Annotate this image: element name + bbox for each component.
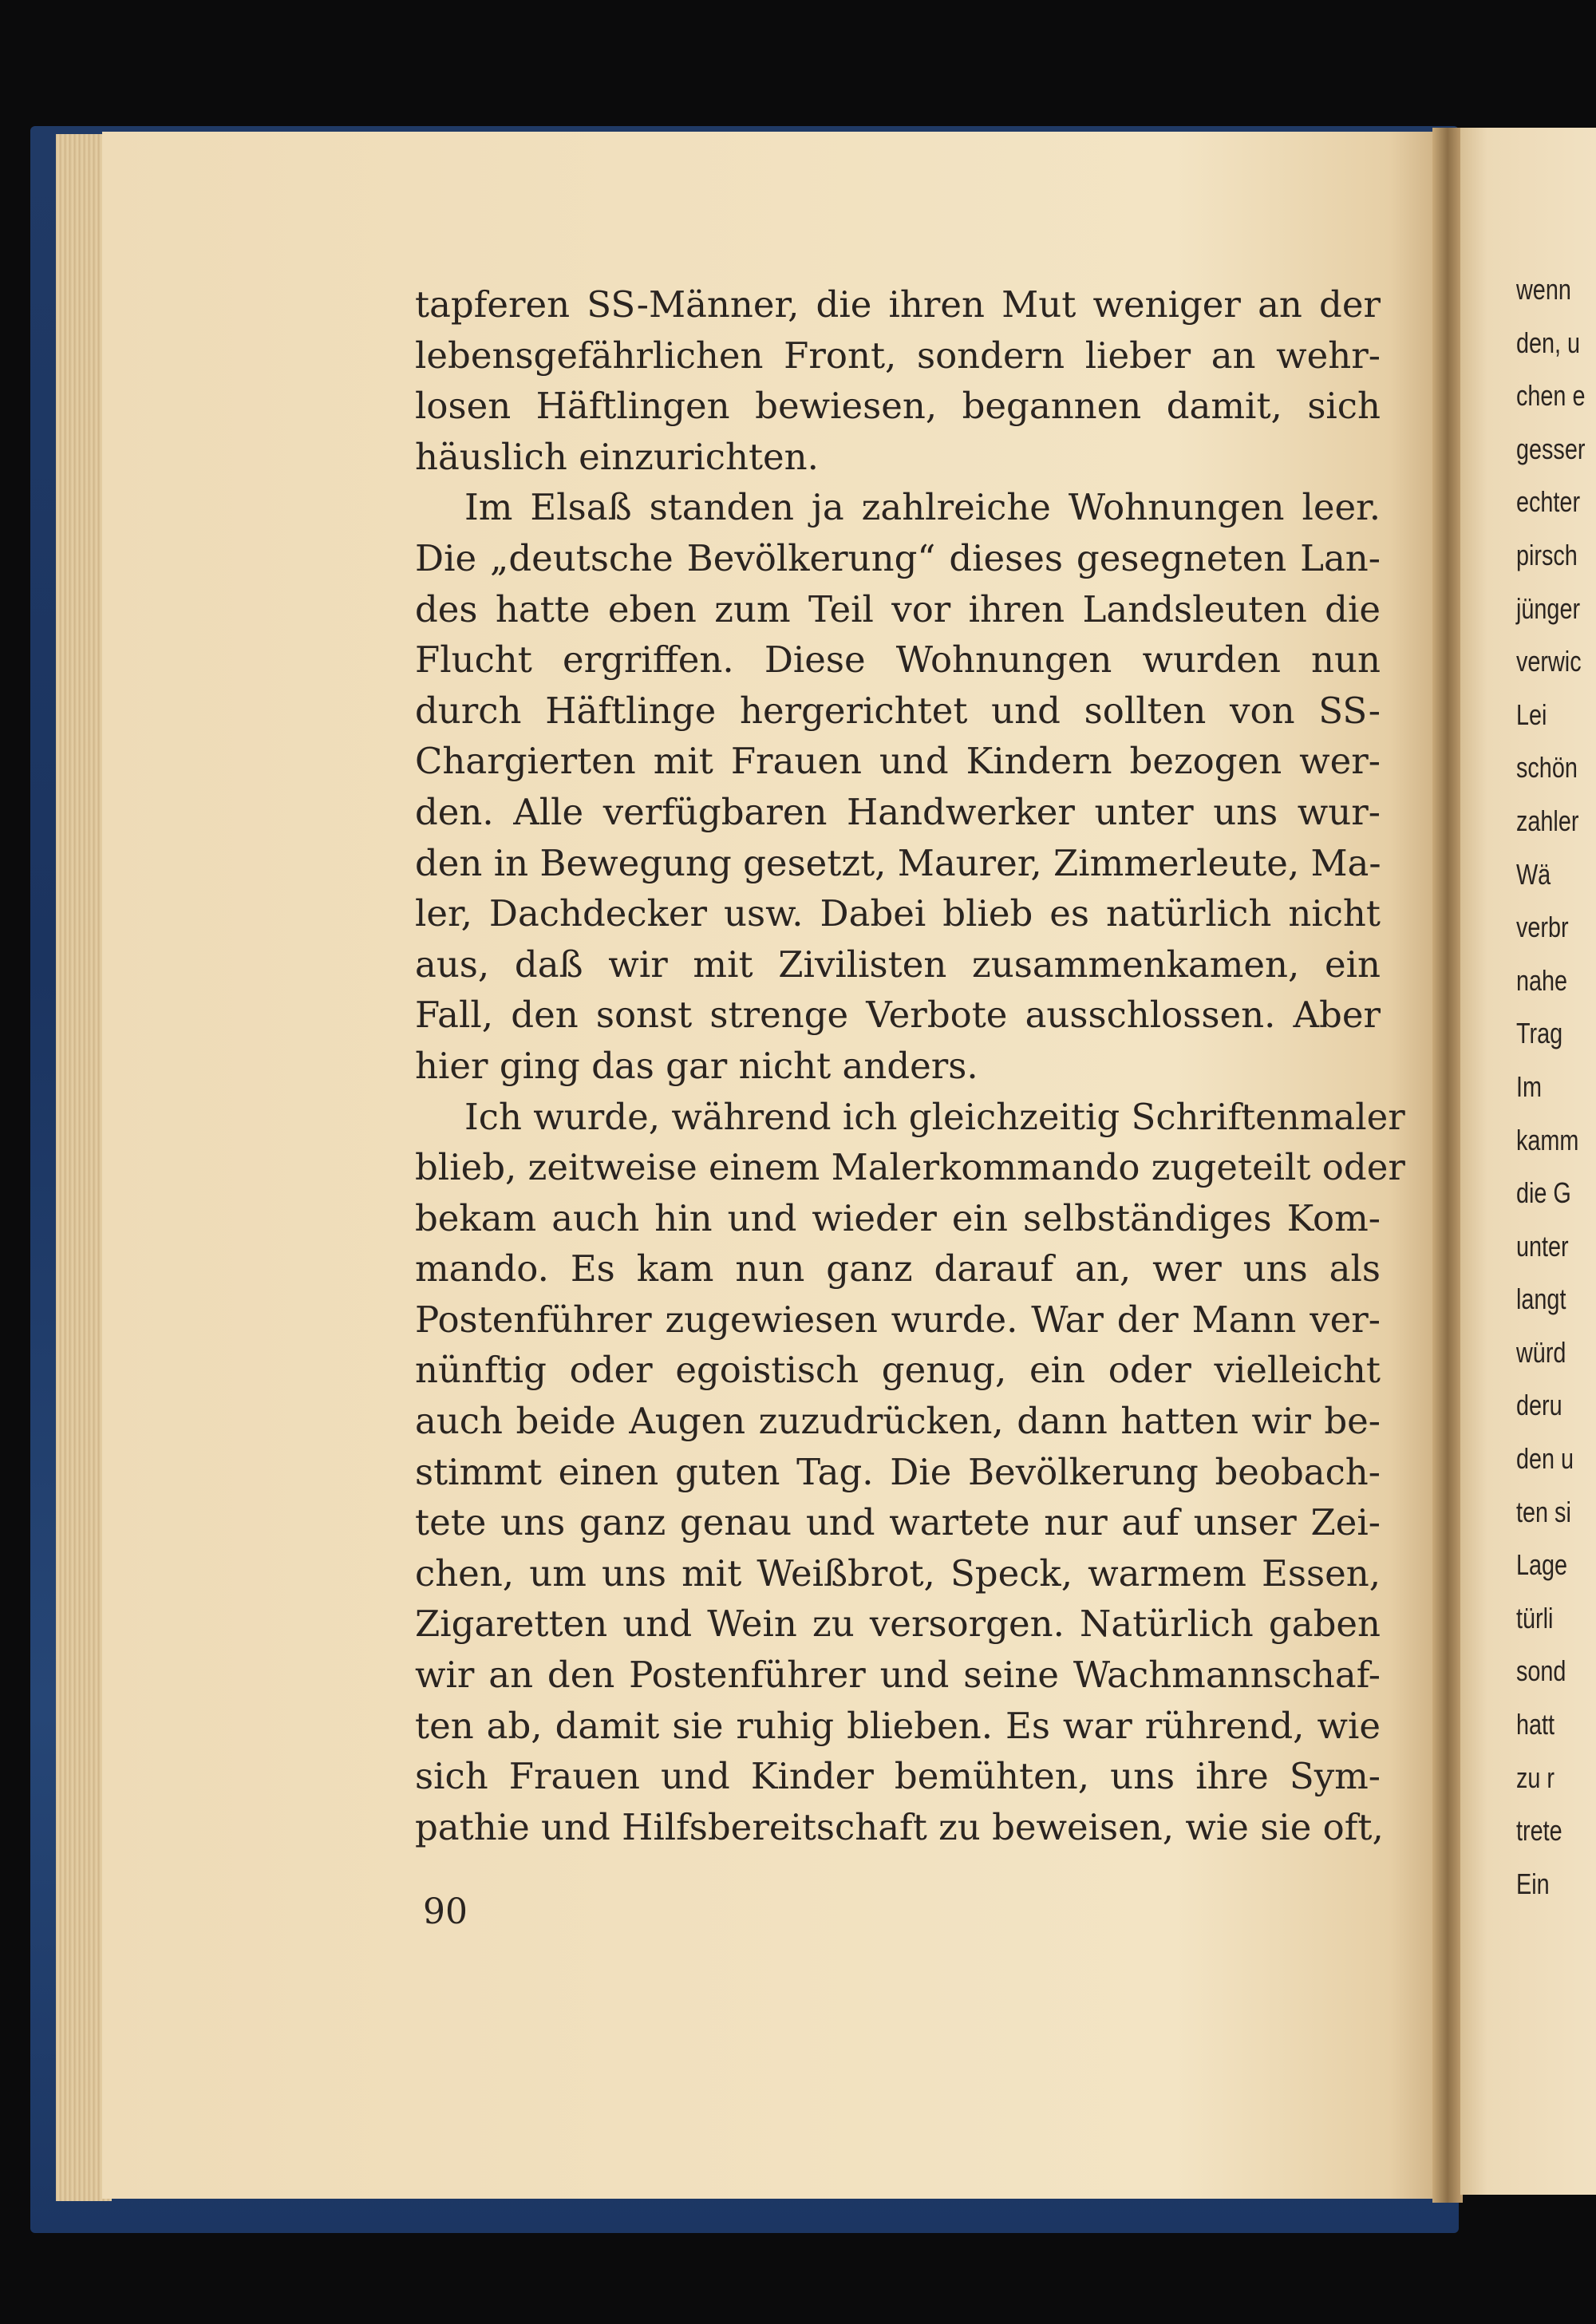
text-line: Ich wurde, während ich gleichzeitig Schriftenmaler [464, 1095, 1405, 1138]
facing-line: türli [1516, 1601, 1554, 1634]
facing-line: Lei [1516, 698, 1547, 731]
facing-line: den u [1516, 1442, 1574, 1476]
facing-line: verwic [1516, 645, 1582, 678]
text-line: hier ging das gar nicht anders. [415, 1044, 978, 1087]
text-line: tapferen SS-Männer, die ihren Mut weniger an der [415, 283, 1381, 326]
text-line: aus, daß wir mit Zivilisten zusammenkamen, ein [415, 943, 1381, 986]
text-line: durch Häftlinge hergerichtet und sollten von SS- [415, 689, 1381, 732]
facing-line: pirsch [1516, 538, 1578, 571]
facing-line: jünger [1516, 591, 1581, 625]
text-line: nünftig oder egoistisch genug, ein oder vielleicht [415, 1349, 1381, 1392]
text-line: sich Frauen und Kinder bemühten, uns ihre Sym- [415, 1755, 1381, 1798]
facing-line: Ein [1516, 1867, 1550, 1900]
book-gutter [1432, 128, 1463, 2203]
facing-line: kamm [1516, 1123, 1579, 1156]
text-line: chen, um uns mit Weißbrot, Speck, warmem Essen, [415, 1551, 1381, 1595]
text-line: losen Häftlingen bewiesen, begannen damit, sich [415, 385, 1381, 428]
facing-page-text [1516, 263, 1596, 1911]
text-line: blieb, zeitweise einem Malerkommando zugeteilt oder [415, 1146, 1405, 1189]
facing-line: Im [1516, 1069, 1542, 1103]
page-number: 90 [423, 1891, 468, 1932]
facing-line: hatt [1516, 1708, 1555, 1741]
body-text [415, 279, 1405, 1852]
facing-line: Lage [1516, 1548, 1568, 1582]
facing-line: wenn [1516, 273, 1571, 306]
text-line: Flucht ergriffen. Diese Wohnungen wurden nun [415, 638, 1381, 682]
facing-line: langt [1516, 1283, 1566, 1316]
facing-line: Wä [1516, 857, 1551, 891]
text-line: tete uns ganz genau und wartete nur auf unser Zei- [415, 1501, 1381, 1544]
facing-line: trete [1516, 1814, 1562, 1848]
text-line: Postenführer zugewiesen wurde. War der Mann ver- [415, 1298, 1381, 1341]
text-line: des hatte eben zum Teil vor ihren Landsleuten die [415, 587, 1381, 630]
facing-line: deru [1516, 1389, 1562, 1422]
text-line: häuslich einzurichten. [415, 435, 819, 478]
text-line: den. Alle verfügbaren Handwerker unter uns wur- [415, 790, 1381, 833]
text-line: Die „deutsche Bevölkerung“ dieses gesegneten Lan- [415, 536, 1381, 579]
facing-line: würd [1516, 1335, 1566, 1369]
text-line: mando. Es kam nun ganz darauf an, wer uns als [415, 1247, 1381, 1290]
facing-line: den, u [1516, 326, 1581, 359]
text-line: pathie und Hilfsbereitschaft zu beweisen, wie sie oft, [415, 1805, 1384, 1848]
facing-line: sond [1516, 1654, 1566, 1688]
facing-line: die G [1516, 1176, 1571, 1210]
facing-line: chen e [1516, 379, 1586, 413]
facing-line: verbr [1516, 911, 1569, 944]
text-line: ten ab, damit sie ruhig blieben. Es war rührend, wie [415, 1704, 1381, 1747]
facing-line: echter [1516, 485, 1581, 519]
text-line: Chargierten mit Frauen und Kindern bezogen wer- [415, 740, 1381, 783]
text-line: Fall, den sonst strenge Verbote ausschlossen. Aber [415, 994, 1381, 1037]
text-line: Im Elsaß standen ja zahlreiche Wohnungen leer. [464, 486, 1381, 529]
facing-line: schön [1516, 751, 1578, 785]
facing-line: unter [1516, 1229, 1569, 1263]
facing-line: ten si [1516, 1495, 1571, 1528]
text-line: bekam auch hin und wieder ein selbständiges Kom- [415, 1196, 1381, 1239]
facing-line: gesser [1516, 432, 1586, 465]
facing-line: zahler [1516, 804, 1579, 837]
text-line: lebensgefährlichen Front, sondern lieber an wehr- [415, 334, 1381, 377]
text-line: Zigaretten und Wein zu versorgen. Natürlich gaben [415, 1603, 1381, 1646]
text-line: wir an den Postenführer und seine Wachmannschaf- [415, 1654, 1381, 1697]
facing-line: zu r [1516, 1761, 1555, 1794]
facing-line: nahe [1516, 963, 1568, 997]
text-line: stimmt einen guten Tag. Die Bevölkerung beobach- [415, 1450, 1381, 1493]
text-line: auch beide Augen zuzudrücken, dann hatten wir be- [415, 1400, 1381, 1443]
text-line: den in Bewegung gesetzt, Maurer, Zimmerleute, Ma- [415, 841, 1381, 884]
text-line: ler, Dachdecker usw. Dabei blieb es natürlich nicht [415, 892, 1381, 935]
facing-line: Trag [1516, 1017, 1563, 1050]
